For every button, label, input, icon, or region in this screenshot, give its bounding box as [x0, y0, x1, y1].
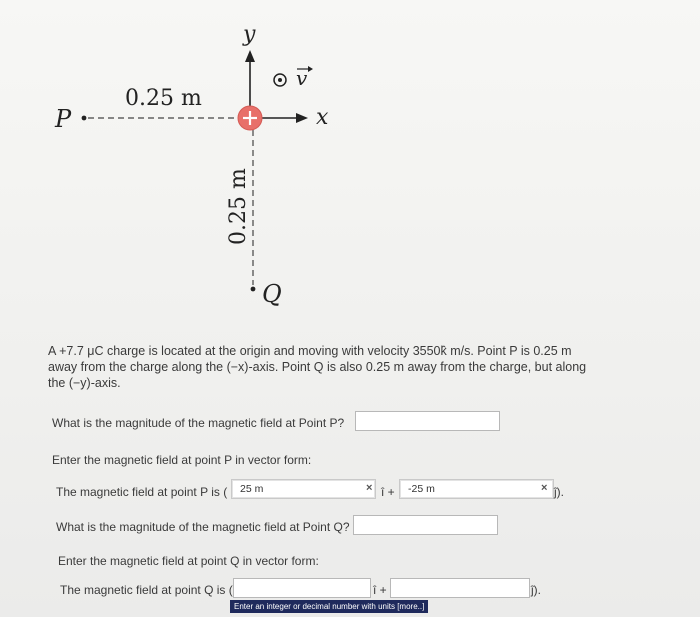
velocity-label: v [296, 66, 308, 90]
question-magnitude-q: What is the magnitude of the magnetic field at Point Q? [56, 520, 350, 534]
incorrect-mark-icon-2: × [541, 482, 548, 494]
vector-p-j-input[interactable]: -25 m [399, 479, 554, 499]
vector-q-j-input[interactable] [390, 578, 530, 598]
vector-q-prefix: The magnetic field at point Q is ( [60, 583, 233, 597]
vector-p-i-input[interactable]: 25 m [231, 479, 376, 499]
y-axis-label: y [243, 22, 256, 47]
problem-statement [48, 343, 608, 391]
problem-line-2: away from the charge along the (−x)-axis. Point Q is also 0.25 m away from the charge, but along [48, 360, 587, 374]
i-hat-label-q: î + [373, 583, 387, 597]
j-hat-label: ĵ). [554, 485, 564, 499]
vector-p-prefix: The magnetic field at point P is ( [56, 485, 228, 499]
question-magnitude-p: What is the magnitude of the magnetic field at Point P? [52, 416, 345, 430]
point-q-label: Q [262, 280, 282, 308]
input-hint-tooltip: Enter an integer or decimal number with units [more..] [230, 600, 428, 613]
vector-q-i-input[interactable] [233, 578, 371, 598]
j-hat-label-q: ĵ). [531, 583, 541, 597]
magnitude-q-input[interactable] [353, 515, 498, 535]
point-p-label: P [55, 105, 72, 133]
point-p-dot [82, 116, 87, 121]
i-hat-label: î + [381, 485, 395, 499]
dist-horizontal-label: 0.25 m [125, 86, 202, 111]
magnitude-p-input[interactable] [355, 411, 500, 431]
problem-line-3: the (−y)-axis. [48, 376, 121, 390]
question-vector-p: Enter the magnetic field at point P in vector form: [52, 453, 312, 467]
incorrect-mark-icon: × [366, 482, 373, 494]
y-axis-arrowhead [245, 50, 255, 62]
dist-vertical-label: 0.25 m [226, 168, 251, 245]
question-vector-q: Enter the magnetic field at point Q in vector form: [58, 554, 319, 568]
problem-line-1: A +7.7 μC charge is located at the origin and moving with velocity 3550k̂ m/s. Point P is 0.25 m [48, 344, 572, 358]
x-axis-label: x [316, 105, 329, 130]
x-axis-arrowhead [296, 113, 308, 123]
point-q-dot [251, 287, 256, 292]
